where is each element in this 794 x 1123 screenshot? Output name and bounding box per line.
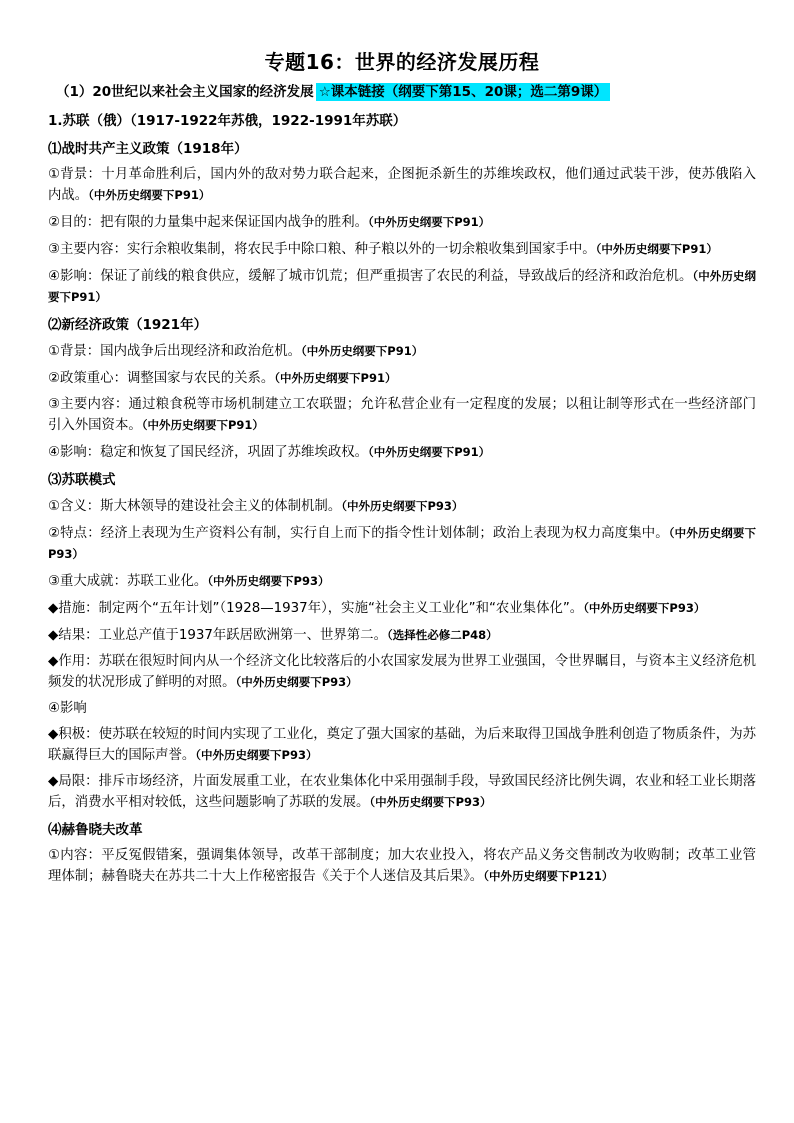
source-note: （中外历史纲要下P93） [207, 574, 330, 588]
war-communism-heading: ⑴战时共产主义政策（1918年） [48, 141, 248, 157]
khrushchev-content: ①内容：平反冤假错案，强调集体领导，改革干部制度；加大农业投入，将农产品义务交售制改为收购制；改革工业管理体制；赫鲁晓夫在苏共二十大上作秘密报告《关于个人迷信及其后果》。（中外历史纲要下P121） [48, 848, 756, 884]
document-page [48, 40, 756, 893]
soviet-model-role: ◆作用：苏联在很短时间内从一个经济文化比较落后的小农国家发展为世界工业强国，令世界瞩目，与资本主义经济危机频发的状况形成了鲜明的对照。（中外历史纲要下P93） [48, 654, 756, 690]
source-note: （中外历史纲要下P91） [368, 215, 491, 229]
soviet-model-result: ◆结果：工业总产值于1937年跃居欧洲第一、世界第二。（选择性必修二P48） [48, 628, 498, 643]
section-heading [56, 82, 756, 102]
source-note: （选择性必修二P48） [386, 628, 498, 642]
soviet-model-meaning: ①含义：斯大林领导的建设社会主义的体制机制。（中外历史纲要下P93） [48, 499, 464, 514]
soviet-model-impact-label: ④影响 [48, 701, 87, 716]
khrushchev-heading: ⑷赫鲁晓夫改革 [48, 822, 143, 838]
source-note: （中外历史纲要下P91） [301, 344, 424, 358]
soviet-model-heading: ⑶苏联模式 [48, 472, 116, 488]
soviet-model-positive: ◆积极：使苏联在较短的时间内实现了工业化，奠定了强大国家的基础，为后来取得卫国战争胜利创造了物质条件，为苏联赢得巨大的国际声誉。（中外历史纲要下P93） [48, 727, 756, 763]
source-note: （中外历史纲要下P93） [583, 601, 706, 615]
source-note: （中外历史纲要下P91） [48, 269, 756, 304]
source-note: （中外历史纲要下P93） [235, 675, 358, 689]
source-note: （中外历史纲要下P93） [341, 499, 464, 513]
nep-heading: ⑵新经济政策（1921年） [48, 317, 208, 333]
soviet-model-measures: ◆措施：制定两个“五年计划”（1928—1937年），实施“社会主义工业化”和“农业集体化”。（中外历史纲要下P93） [48, 601, 706, 616]
nep-content: ③主要内容：通过粮食税等市场机制建立工农联盟；允许私营企业有一定程度的发展；以租让制等形式在一些经济部门引入外国资本。（中外历史纲要下P91） [48, 397, 756, 433]
ussr-heading: 1.苏联（俄）（1917-1922年苏俄，1922-1991年苏联） [48, 113, 407, 129]
soviet-model-limitation: ◆局限：排斥市场经济，片面发展重工业，在农业集体化中采用强制手段，导致国民经济比例失调，农业和轻工业长期落后，消费水平相对较低，这些问题影响了苏联的发展。（中外历史纲要下P93） [48, 774, 756, 810]
source-note: （中外历史纲要下P93） [369, 795, 492, 809]
source-note: （中外历史纲要下P91） [595, 242, 718, 256]
war-communism-impact: ④影响：保证了前线的粮食供应，缓解了城市饥荒；但严重损害了农民的利益，导致战后的经济和政治危机。（中外历史纲要下P91） [48, 269, 756, 304]
soviet-model-features: ②特点：经济上表现为生产资料公有制，实行自上而下的指令性计划体制；政治上表现为权力高度集中。（中外历史纲要下P93） [48, 526, 756, 561]
source-note: （中外历史纲要下P121） [483, 869, 614, 883]
nep-impact: ④影响：稳定和恢复了国民经济，巩固了苏维埃政权。（中外历史纲要下P91） [48, 445, 491, 460]
source-note: （中外历史纲要下P93） [195, 748, 318, 762]
war-communism-content: ③主要内容：实行余粮收集制，将农民手中除口粮、种子粮以外的一切余粮收集到国家手中。（中外历史纲要下P91） [48, 242, 718, 257]
source-note: （中外历史纲要下P91） [274, 371, 397, 385]
source-note: （中外历史纲要下P91） [141, 418, 264, 432]
page-title: 专题16：世界的经济发展历程 [264, 50, 540, 74]
soviet-model-achievement: ③重大成就：苏联工业化。（中外历史纲要下P93） [48, 574, 330, 589]
source-note: （中外历史纲要下P93） [48, 526, 756, 561]
war-communism-background: ①背景：十月革命胜利后，国内外的敌对势力联合起来，企图扼杀新生的苏维埃政权，他们通过武装干涉，使苏俄陷入内战。（中外历史纲要下P91） [48, 167, 756, 203]
nep-focus: ②政策重心：调整国家与农民的关系。（中外历史纲要下P91） [48, 371, 397, 386]
section-heading-text: （1）20世纪以来社会主义国家的经济发展 [56, 84, 314, 100]
war-communism-purpose: ②目的：把有限的力量集中起来保证国内战争的胜利。（中外历史纲要下P91） [48, 215, 491, 230]
textbook-link-highlight: ☆课本链接（纲要下第15、20课；选二第9课） [316, 83, 611, 101]
nep-background: ①背景：国内战争后出现经济和政治危机。（中外历史纲要下P91） [48, 344, 424, 359]
source-note: （中外历史纲要下P91） [88, 188, 211, 202]
source-note: （中外历史纲要下P91） [368, 445, 491, 459]
